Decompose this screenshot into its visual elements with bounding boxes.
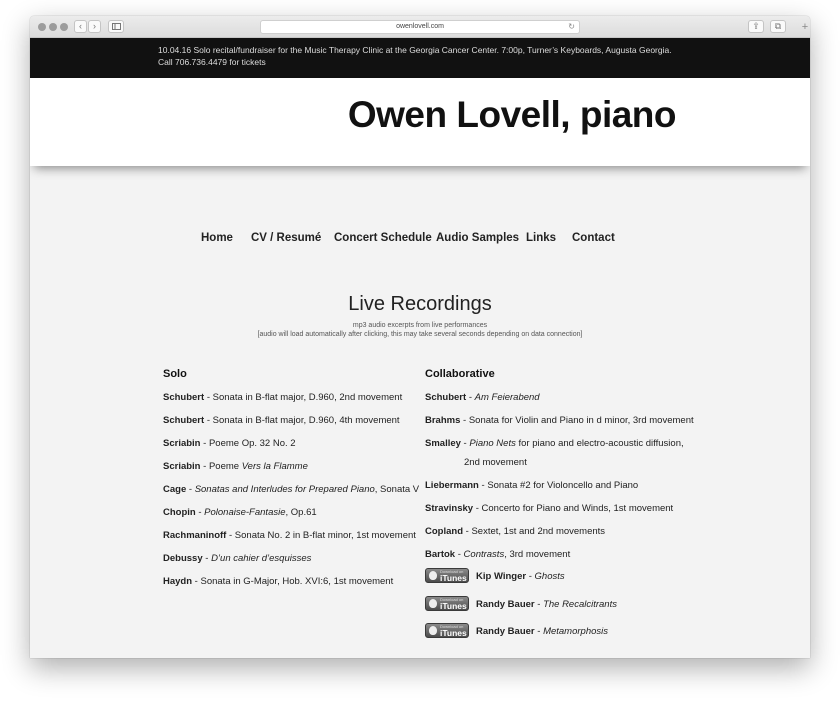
itunes-item[interactable]: Randy Bauer - The Recalcitrants	[476, 599, 617, 610]
tabs-icon[interactable]: ⧉	[770, 20, 786, 33]
nav-contact[interactable]: Contact	[572, 232, 615, 244]
url-text: owenlovell.com	[396, 23, 444, 30]
sidebar-button[interactable]	[108, 20, 124, 33]
minimize-window-button[interactable]	[49, 23, 57, 31]
banner-line-1: 10.04.16 Solo recital/fundraiser for the Music Therapy Clinic at the Georgia Cancer Center. 7:00p, Turner’s Keyboards, Augusta Georgia.	[158, 45, 672, 55]
site-header	[30, 78, 810, 166]
browser-toolbar	[30, 16, 810, 38]
banner-line-2: Call 706.736.4479 for tickets	[158, 57, 266, 67]
solo-item[interactable]: Rachmaninoff - Sonata No. 2 in B-flat minor, 1st movement	[163, 530, 416, 541]
address-bar[interactable]	[260, 20, 580, 34]
collab-item[interactable]: Schubert - Am Feierabend	[425, 392, 540, 403]
collab-heading: Collaborative	[425, 368, 495, 380]
nav-audio-samples[interactable]: Audio Samples	[436, 232, 520, 244]
solo-item[interactable]: Scriabin - Poeme Op. 32 No. 2	[163, 438, 296, 449]
share-icon[interactable]: ⇪	[748, 20, 764, 33]
collab-item[interactable]: Liebermann - Sonata #2 for Violoncello and Piano	[425, 480, 639, 491]
solo-item[interactable]: Schubert - Sonata in B-flat major, D.960, 2nd movement	[163, 392, 403, 403]
collab-item[interactable]: Brahms - Sonata for Violin and Piano in d minor, 3rd movement	[425, 415, 694, 426]
solo-item[interactable]: Haydn - Sonata in G-Major, Hob. XVI:6, 1st movement	[163, 576, 394, 587]
collab-item[interactable]: Stravinsky - Concerto for Piano and Winds, 1st movement	[425, 503, 674, 514]
solo-item[interactable]: Cage - Sonatas and Interludes for Prepared Piano, Sonata V	[163, 484, 420, 495]
collab-item[interactable]: Bartok - Contrasts, 3rd movement	[425, 549, 571, 560]
collab-item[interactable]: Copland - Sextet, 1st and 2nd movements	[425, 526, 606, 537]
nav-cv-resume[interactable]: CV / Resumé	[251, 232, 322, 244]
collab-item[interactable]: Smalley - Piano Nets for piano and electro-acoustic diffusion,	[425, 438, 684, 449]
zoom-window-button[interactable]	[60, 23, 68, 31]
section-note: [audio will load automatically after clicking, this may take several seconds depending on data connection]	[257, 331, 583, 338]
close-window-button[interactable]	[38, 23, 46, 31]
nav-home[interactable]: Home	[201, 232, 233, 244]
solo-item[interactable]: Chopin - Polonaise-Fantasie, Op.61	[163, 507, 317, 518]
section-title: Live Recordings	[348, 293, 492, 315]
apple-logo-icon	[429, 626, 437, 635]
itunes-badge[interactable]: Download on iTunes	[425, 596, 469, 611]
new-tab-button[interactable]: +	[801, 21, 809, 33]
nav-concert-schedule[interactable]: Concert Schedule	[334, 232, 432, 244]
browser-window	[30, 16, 810, 658]
reload-icon[interactable]: ↻	[568, 22, 575, 31]
collab-item-continuation[interactable]: 2nd movement	[464, 457, 527, 468]
itunes-badge[interactable]: Download on iTunes	[425, 568, 469, 583]
announcement-banner	[30, 38, 810, 78]
solo-item[interactable]: Schubert - Sonata in B-flat major, D.960, 4th movement	[163, 415, 400, 426]
section-subtitle: mp3 audio excerpts from live performances	[352, 322, 488, 329]
apple-logo-icon	[429, 599, 437, 608]
solo-item[interactable]: Debussy - D’un cahier d’esquisses	[163, 553, 312, 564]
sidebar-icon	[112, 23, 121, 30]
apple-logo-icon	[429, 571, 437, 580]
nav-links[interactable]: Links	[526, 232, 557, 244]
itunes-badge[interactable]: Download on iTunes	[425, 623, 469, 638]
site-title[interactable]: Owen Lovell, piano	[347, 94, 676, 135]
solo-heading: Solo	[163, 368, 187, 380]
itunes-item[interactable]: Kip Winger - Ghosts	[476, 571, 565, 582]
back-button[interactable]: ‹	[74, 20, 87, 33]
itunes-item[interactable]: Randy Bauer - Metamorphosis	[476, 626, 609, 637]
forward-button[interactable]: ›	[88, 20, 101, 33]
solo-item[interactable]: Scriabin - Poeme Vers la Flamme	[163, 461, 308, 472]
